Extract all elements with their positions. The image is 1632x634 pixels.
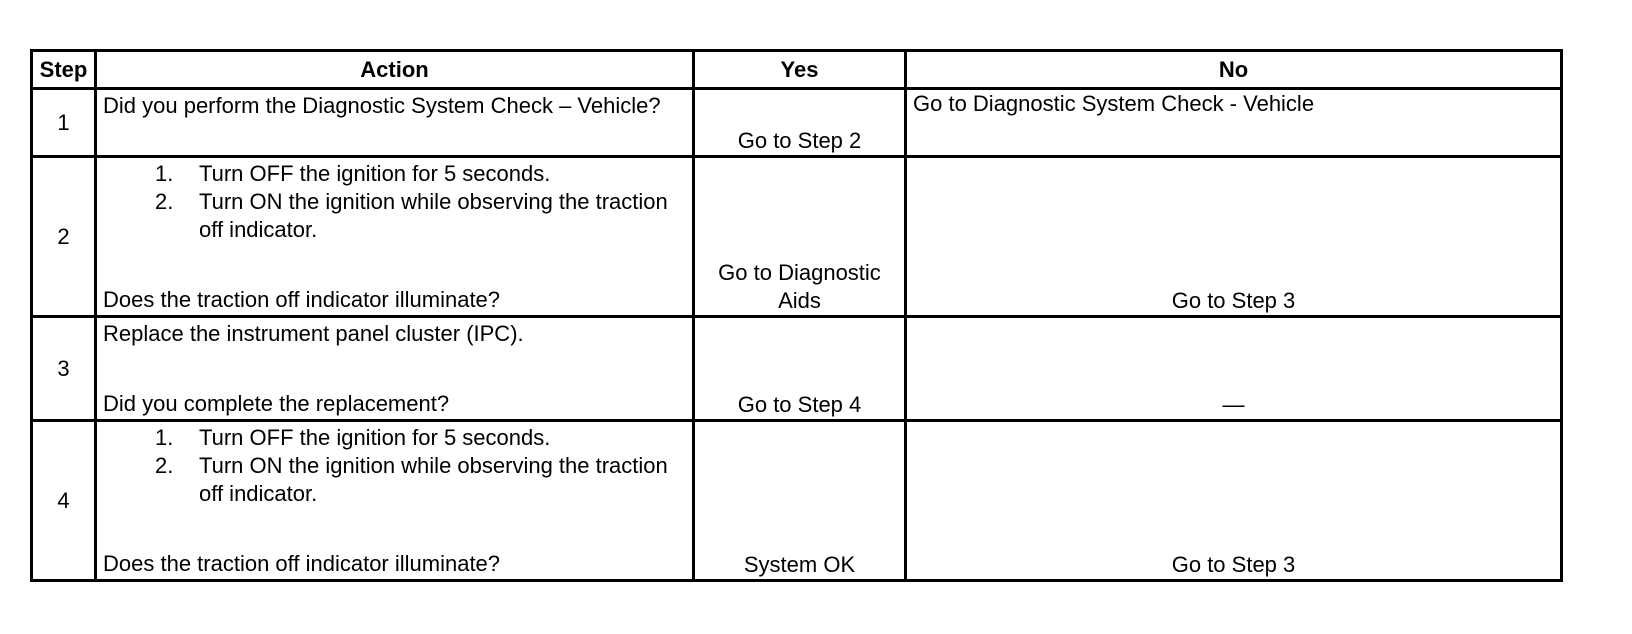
question-text: Does the traction off indicator illuminate? — [103, 287, 501, 312]
header-row — [32, 51, 1562, 89]
header-no: No — [906, 51, 1562, 89]
no-cell: Go to Step 3 — [906, 157, 1562, 317]
no-cell: Go to Diagnostic System Check - Vehicle — [906, 89, 1562, 157]
list-item-number: 2. — [155, 453, 174, 478]
table-row — [32, 89, 1562, 157]
list-item-text: Turn OFF the ignition for 5 seconds. — [199, 425, 551, 450]
yes-cell: Go to Diagnostic Aids — [694, 157, 906, 317]
list-item — [103, 160, 686, 188]
no-cell: — — [906, 317, 1562, 421]
no-cell: Go to Step 3 — [906, 421, 1562, 581]
question-text: Does the traction off indicator illuminate? — [103, 551, 501, 576]
header-yes: Yes — [694, 51, 906, 89]
table-row — [32, 421, 1562, 581]
diagnostic-table — [30, 49, 1563, 582]
action-cell — [96, 421, 694, 581]
step-number: 4 — [32, 421, 96, 581]
step-number: 1 — [32, 89, 96, 157]
action-cell — [96, 157, 694, 317]
list-item-number: 1. — [155, 425, 174, 450]
table-row — [32, 157, 1562, 317]
question-text: Did you complete the replacement? — [103, 391, 450, 416]
header-step: Step — [32, 51, 96, 89]
yes-cell: System OK — [694, 421, 906, 581]
action-cell — [96, 317, 694, 421]
list-item-text: Turn OFF the ignition for 5 seconds. — [199, 161, 551, 186]
header-action: Action — [96, 51, 694, 89]
action-steps-list — [103, 160, 686, 244]
list-item — [103, 452, 686, 508]
list-item-text: Turn ON the ignition while observing the traction off indicator. — [199, 453, 668, 506]
action-text: Did you perform the Diagnostic System Check – Vehicle? — [103, 93, 661, 118]
list-item-number: 2. — [155, 189, 174, 214]
list-item-text: Turn ON the ignition while observing the traction off indicator. — [199, 189, 668, 242]
yes-cell: Go to Step 4 — [694, 317, 906, 421]
action-text: Replace the instrument panel cluster (IPC). — [103, 321, 524, 346]
list-item — [103, 188, 686, 244]
step-number: 3 — [32, 317, 96, 421]
list-item — [103, 424, 686, 452]
list-item-number: 1. — [155, 161, 174, 186]
action-steps-list — [103, 424, 686, 508]
yes-cell: Go to Step 2 — [694, 89, 906, 157]
step-number: 2 — [32, 157, 96, 317]
action-cell — [96, 89, 694, 157]
table-row — [32, 317, 1562, 421]
